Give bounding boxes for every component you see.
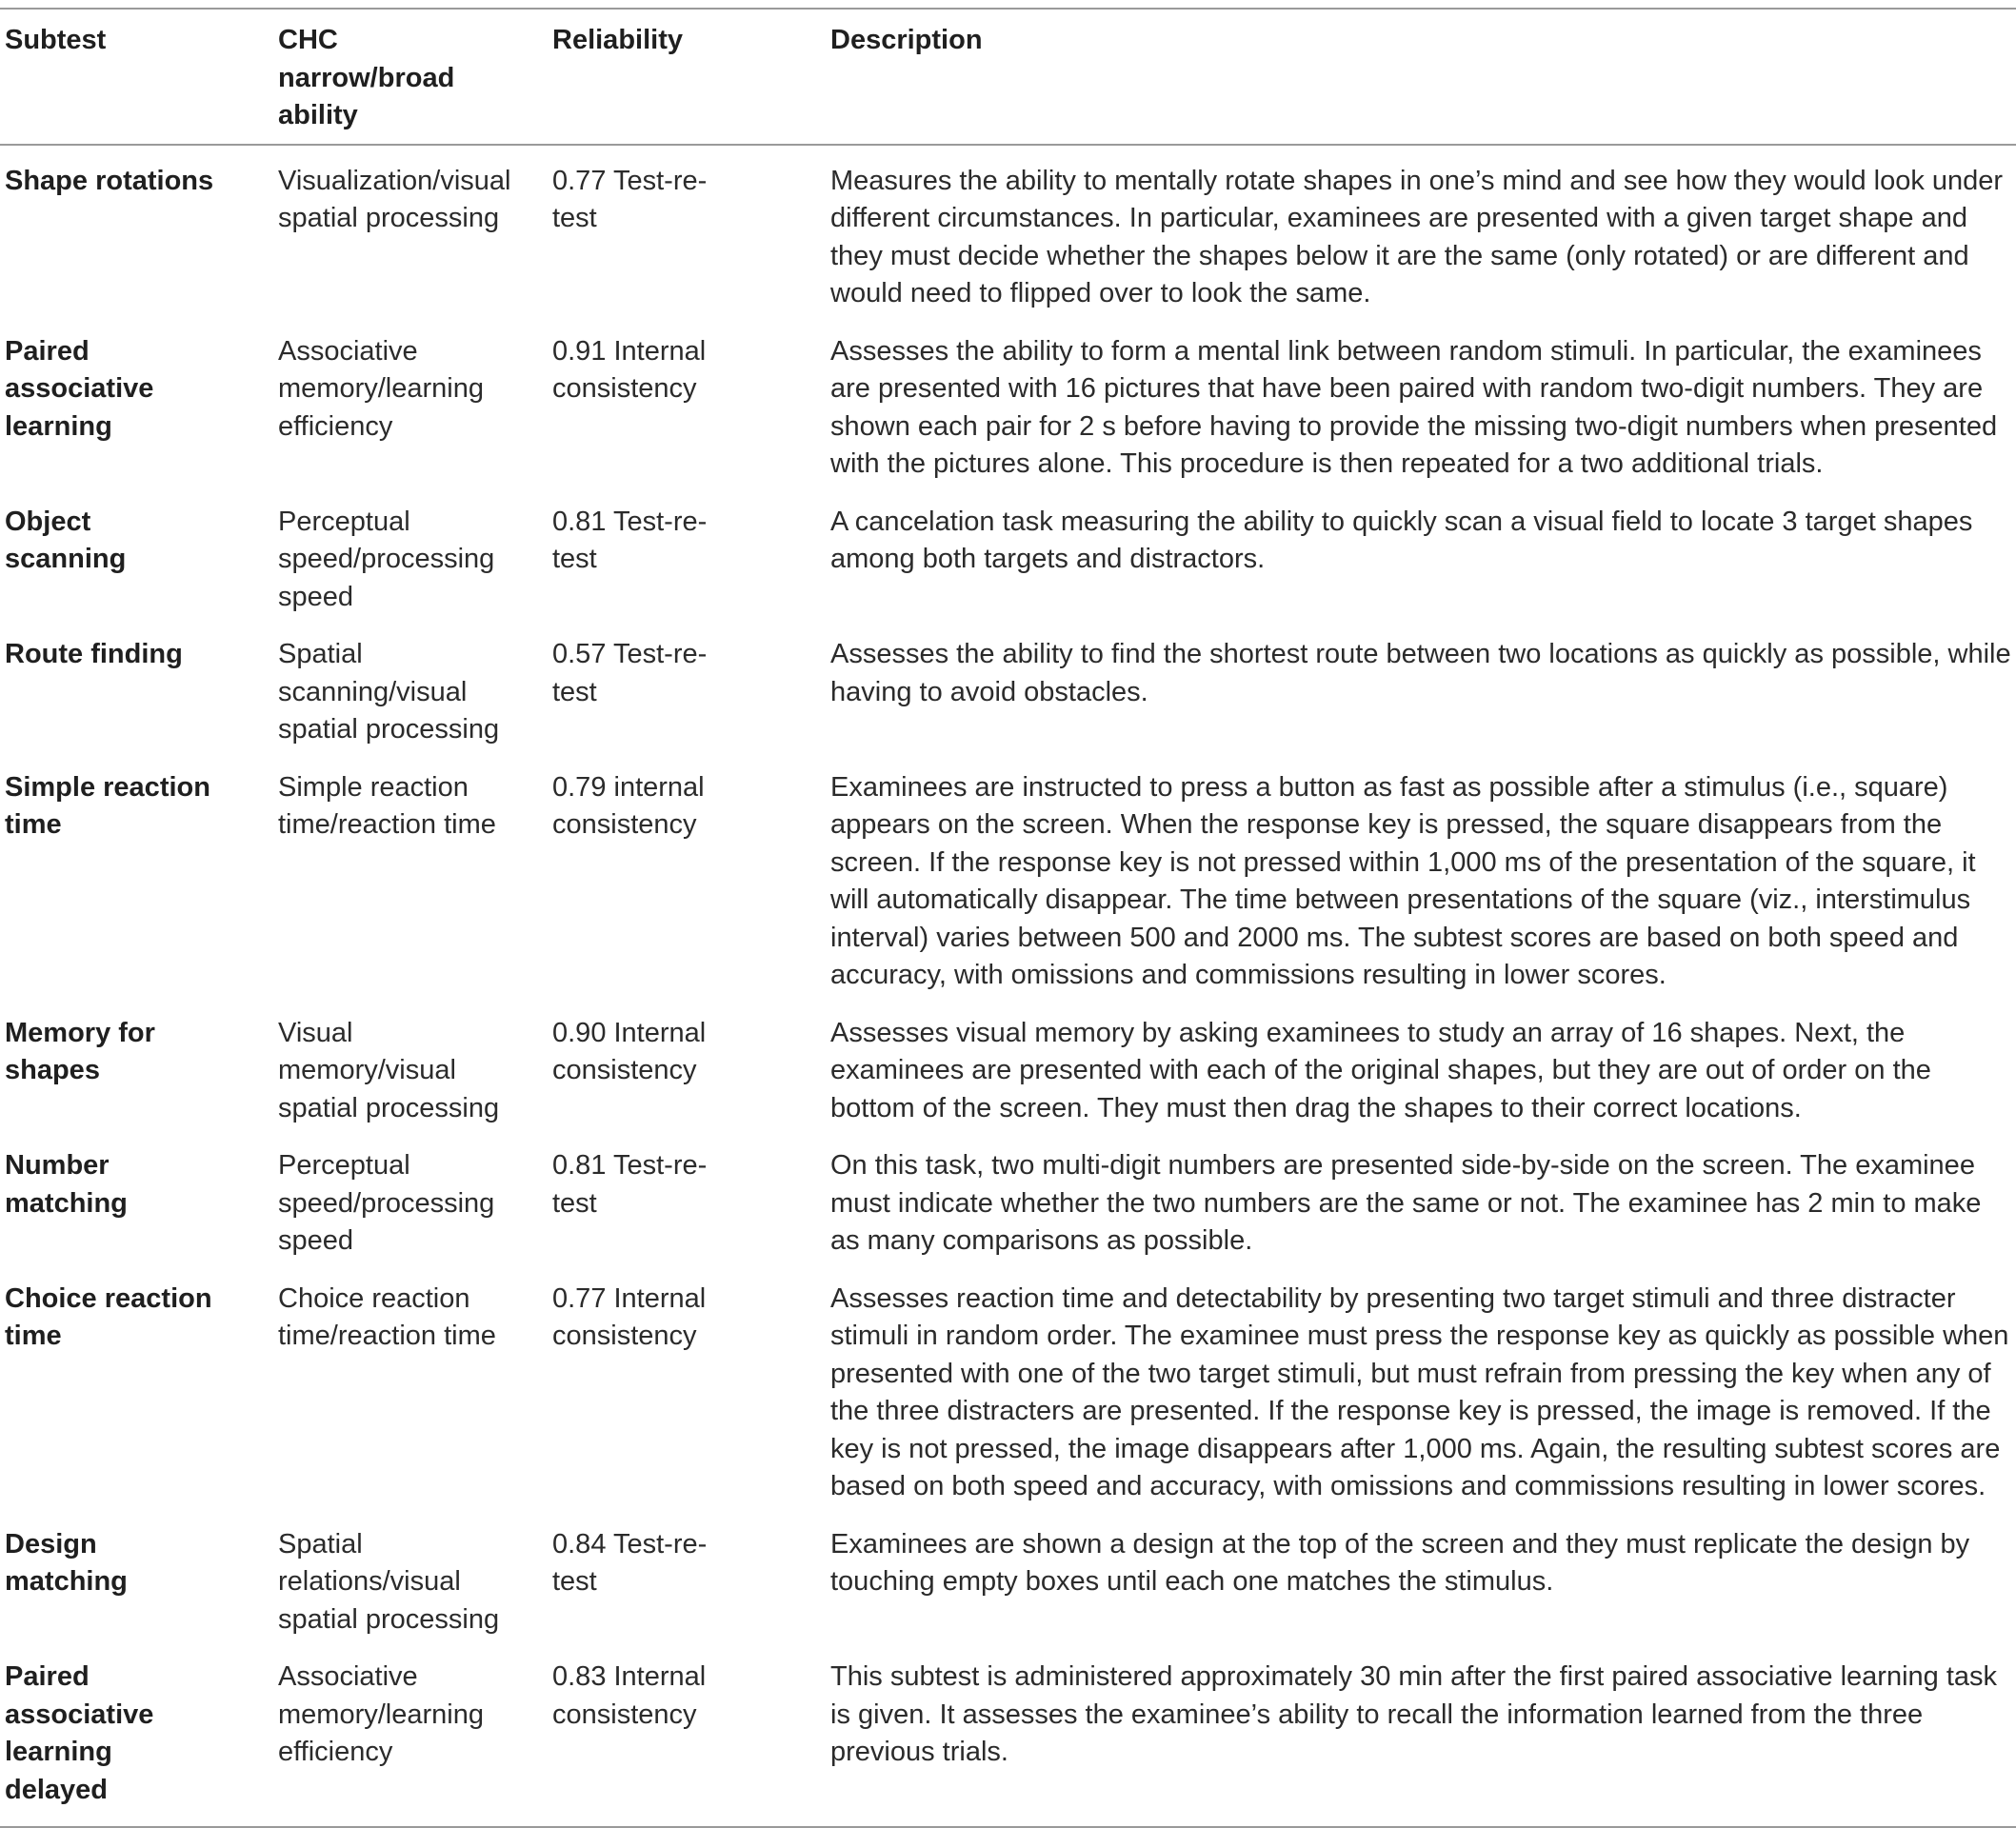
description-cell	[826, 145, 2016, 319]
reliability-cell	[548, 145, 826, 319]
subtest-cell-text: Paired associative learning delayed	[5, 1661, 154, 1805]
description-cell-text: On this task, two multi-digit numbers are presented side-by-side on the screen. The examinee must indicate whether the two numbers are the same or not. The examinee has 2 min to make as many comparisons as possible.	[830, 1150, 1982, 1256]
chc-ability-cell	[273, 1001, 548, 1134]
description-cell	[826, 1512, 2016, 1645]
subtest-cell	[0, 319, 273, 489]
reliability-cell-text: 0.81 Test-re-test	[552, 506, 708, 574]
reliability-cell-text: 0.91 Internal consistency	[552, 335, 707, 404]
table-row	[0, 145, 2016, 319]
reliability-cell	[548, 1133, 826, 1266]
table-row	[0, 1266, 2016, 1512]
header-row	[0, 9, 2016, 145]
chc-ability-cell	[273, 622, 548, 755]
header-chc-ability-text: CHC narrow/broad ability	[278, 25, 455, 130]
table-row	[0, 1001, 2016, 1134]
description-cell-text: Assesses reaction time and detectability by presenting two target stimuli and three distracter stimuli in random order. The examinee must press the response key as quickly as possible when presented with one of the two target stimuli, but must refrain from pressing the key when any of the three distracters are presented. If the response key is pressed, the image is removed. If the key is not pressed, the image disappears after 1,000 ms. Again, the resulting subtest scores are based on both speed and accuracy, with omissions and commissions resulting in lower scores.	[830, 1282, 2009, 1501]
chc-ability-cell-text: Spatial scanning/visual spatial processing	[278, 639, 500, 745]
subtest-cell	[0, 1512, 273, 1645]
chc-ability-cell	[273, 489, 548, 623]
chc-ability-cell-text: Perceptual speed/processing speed	[278, 1150, 495, 1256]
table-header	[0, 9, 2016, 145]
subtest-cell-text: Simple reaction time	[5, 771, 210, 840]
reliability-cell	[548, 755, 826, 1001]
header-subtest: Subtest	[5, 25, 107, 55]
subtest-cell	[0, 1644, 273, 1827]
chc-ability-cell	[273, 1133, 548, 1266]
subtest-cell	[0, 1133, 273, 1266]
chc-ability-cell-text: Choice reaction time/reaction time	[278, 1282, 496, 1351]
subtest-cell	[0, 1266, 273, 1512]
chc-ability-cell	[273, 319, 548, 489]
subtest-cell-text: Route finding	[5, 639, 183, 669]
chc-ability-cell	[273, 755, 548, 1001]
reliability-cell-text: 0.84 Test-re-test	[552, 1528, 708, 1597]
description-cell-text: This subtest is administered approximately 30 min after the first paired associative learning task is given. It assesses the examinee’s ability to recall the information learned from the three previous trials.	[830, 1661, 1998, 1767]
chc-ability-cell	[273, 145, 548, 319]
chc-ability-cell	[273, 1644, 548, 1827]
subtest-cell	[0, 145, 273, 319]
description-cell-text: Examinees are instructed to press a button as fast as possible after a stimulus (i.e., square) appears on the screen. When the response key is pressed, the square disappears from the screen. If the response key is not pressed within 1,000 ms of the presentation of the square, it will automatically disappear. The time between presentations of the square (viz., interstimulus interval) varies between 500 and 2000 ms. The subtest scores are based on both speed and accuracy, with omissions and commissions resulting in lower scores.	[830, 771, 1976, 990]
table-row	[0, 319, 2016, 489]
table-row	[0, 489, 2016, 623]
subtest-cell	[0, 489, 273, 623]
description-cell-text: Assesses visual memory by asking examinees to study an array of 16 shapes. Next, the examinees are presented with each of the original shapes, but they are out of order on the bottom of the screen. They must then drag the shapes to their correct locations.	[830, 1017, 1931, 1123]
subtest-table-container	[0, 8, 2016, 1828]
reliability-cell	[548, 1266, 826, 1512]
subtest-cell-text: Number matching	[5, 1150, 128, 1219]
table-row	[0, 755, 2016, 1001]
reliability-cell	[548, 1512, 826, 1645]
reliability-cell	[548, 1644, 826, 1827]
reliability-cell-text: 0.83 Internal consistency	[552, 1661, 707, 1730]
table-row	[0, 1644, 2016, 1827]
subtest-cell	[0, 622, 273, 755]
subtest-cell-text: Object scanning	[5, 506, 127, 574]
reliability-cell-text: 0.81 Test-re-test	[552, 1150, 708, 1219]
description-cell-text: Measures the ability to mentally rotate shapes in one’s mind and see how they would look under different circumstances. In particular, examinees are presented with a given target shape and they must decide whether the shapes below it are the same (only rotated) or are different and would need to flipped over to look the same.	[830, 165, 2004, 308]
reliability-cell	[548, 622, 826, 755]
reliability-cell-text: 0.77 Internal consistency	[552, 1282, 707, 1351]
description-cell	[826, 319, 2016, 489]
description-cell	[826, 622, 2016, 755]
reliability-cell	[548, 1001, 826, 1134]
description-cell	[826, 755, 2016, 1001]
description-cell-text: A cancelation task measuring the ability to quickly scan a visual field to locate 3 target shapes among both targets and distractors.	[830, 506, 1973, 574]
description-cell	[826, 1644, 2016, 1827]
chc-ability-cell-text: Visualization/visual spatial processing	[278, 165, 511, 233]
table-body	[0, 145, 2016, 1828]
subtest-cell-text: Memory for shapes	[5, 1017, 155, 1085]
chc-ability-cell	[273, 1512, 548, 1645]
subtest-cell-text: Paired associative learning	[5, 335, 154, 442]
chc-ability-cell	[273, 1266, 548, 1512]
reliability-cell	[548, 319, 826, 489]
header-description: Description	[830, 25, 983, 55]
subtest-cell	[0, 1001, 273, 1134]
description-cell	[826, 1001, 2016, 1134]
subtest-cell-text: Choice reaction time	[5, 1282, 212, 1351]
table-row	[0, 622, 2016, 755]
header-chc-ability	[273, 9, 548, 145]
table-row	[0, 1133, 2016, 1266]
chc-ability-cell-text: Perceptual speed/processing speed	[278, 506, 495, 612]
chc-ability-cell-text: Associative memory/learning efficiency	[278, 1661, 484, 1767]
chc-ability-cell-text: Simple reaction time/reaction time	[278, 771, 496, 840]
description-cell	[826, 1133, 2016, 1266]
description-cell-text: Examinees are shown a design at the top of the screen and they must replicate the design by touching empty boxes until each one matches the stimulus.	[830, 1528, 1970, 1597]
subtest-cell-text: Design matching	[5, 1528, 128, 1597]
description-cell	[826, 1266, 2016, 1512]
reliability-cell-text: 0.77 Test-re-test	[552, 165, 708, 233]
chc-ability-cell-text: Visual memory/visual spatial processing	[278, 1017, 500, 1123]
reliability-cell-text: 0.90 Internal consistency	[552, 1017, 707, 1085]
reliability-cell	[548, 489, 826, 623]
header-reliability: Reliability	[552, 25, 683, 55]
table-row	[0, 1512, 2016, 1645]
description-cell-text: Assesses the ability to find the shortest route between two locations as quickly as possible, while having to avoid obstacles.	[830, 639, 2011, 707]
subtest-table	[0, 8, 2016, 1828]
subtest-cell-text: Shape rotations	[5, 165, 214, 196]
reliability-cell-text: 0.57 Test-re-test	[552, 639, 708, 707]
chc-ability-cell-text: Spatial relations/visual spatial processing	[278, 1528, 500, 1635]
chc-ability-cell-text: Associative memory/learning efficiency	[278, 335, 484, 442]
description-cell-text: Assesses the ability to form a mental link between random stimuli. In particular, the examinees are presented with 16 pictures that have been paired with random two-digit numbers. They are shown each pair for 2 s before having to provide the missing two-digit numbers when presented with the pictures alone. This procedure is then repeated for a two additional trials.	[830, 335, 1998, 479]
reliability-cell-text: 0.79 internal consistency	[552, 771, 705, 840]
description-cell	[826, 489, 2016, 623]
subtest-cell	[0, 755, 273, 1001]
